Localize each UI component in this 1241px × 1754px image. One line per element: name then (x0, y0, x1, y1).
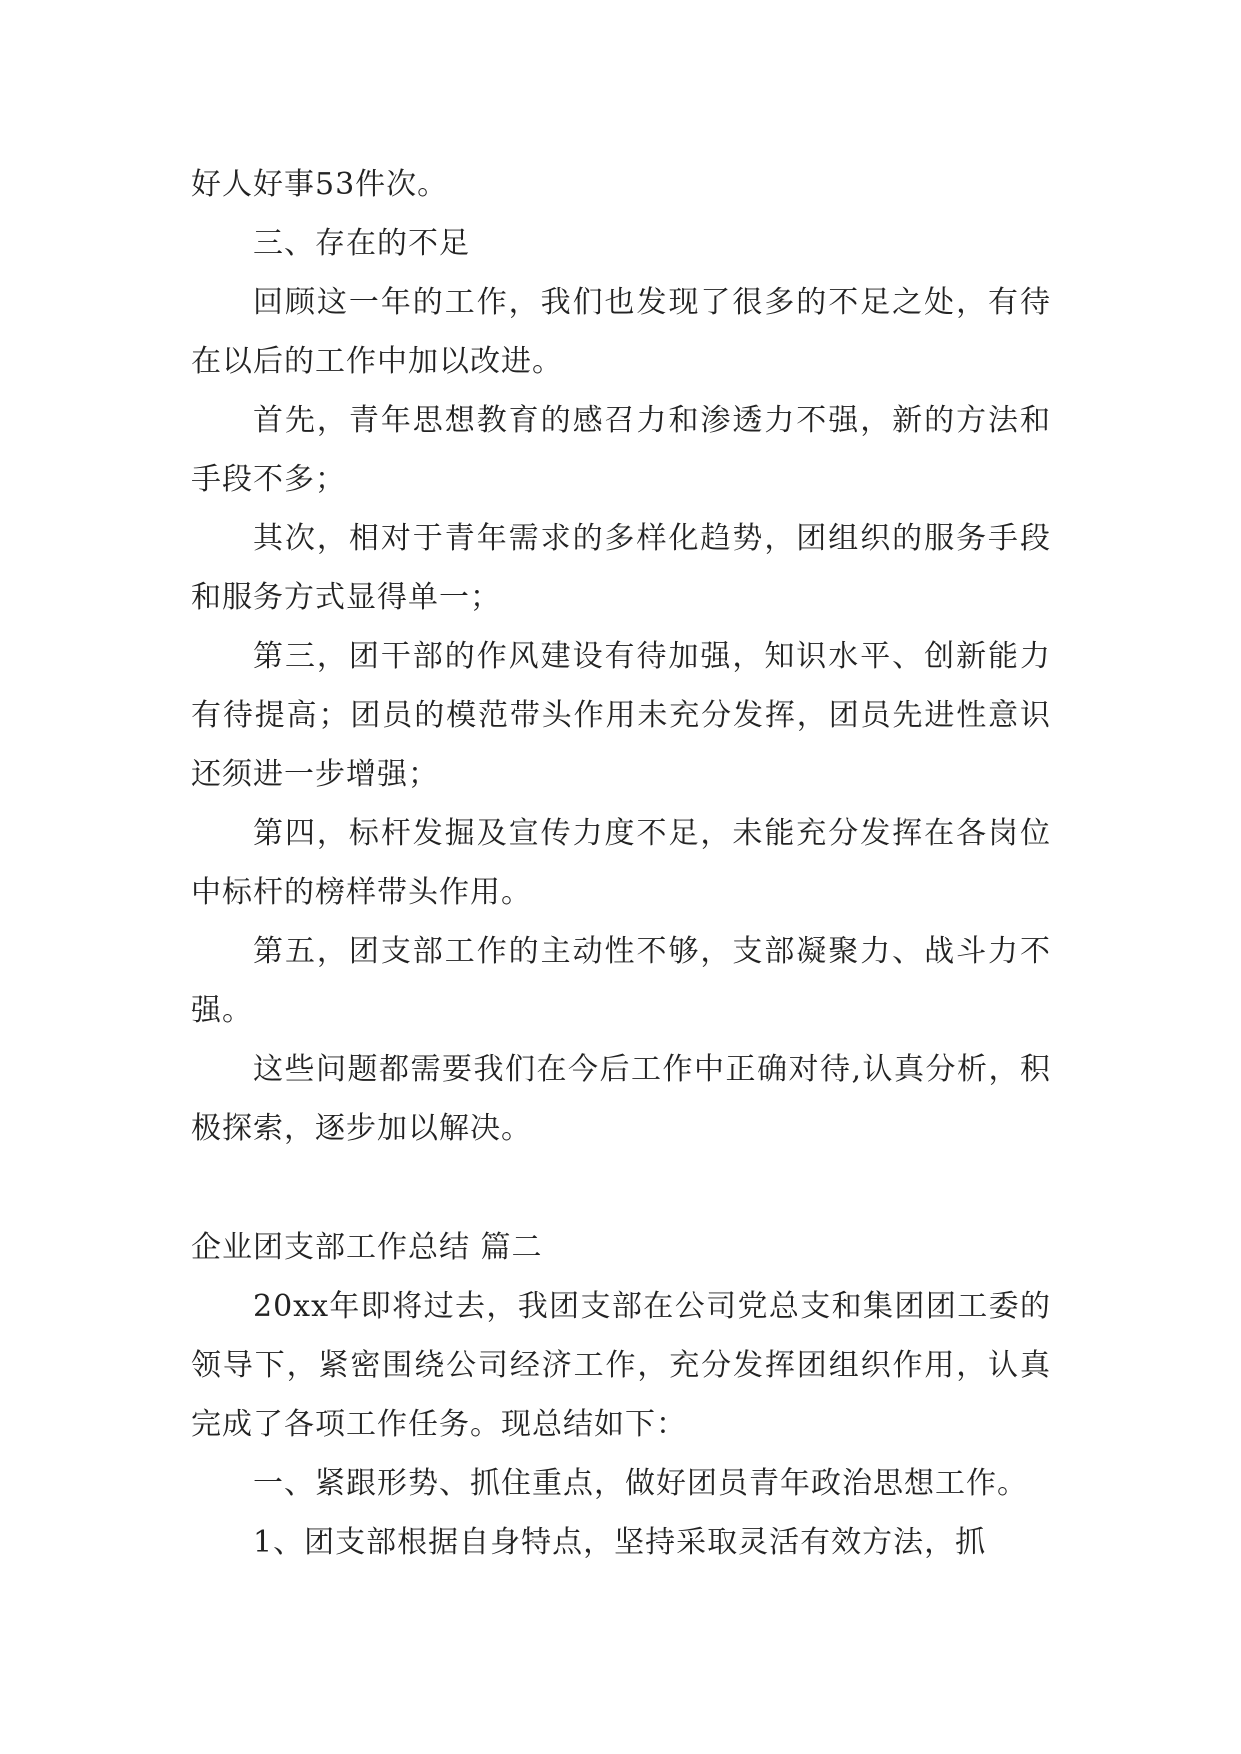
paragraph: 1、团支部根据自身特点，坚持采取灵活有效方法，抓 (253, 1525, 987, 1560)
section-spacer (191, 1158, 1051, 1218)
paragraph: 第三，团干部的作风建设有待加强，知识水平、创新能力有待提高；团员的模范带头作用未充分发挥，团员先进性意识还须进一步增强； (191, 639, 1051, 792)
section-title: 企业团支部工作总结 篇二 (191, 1230, 543, 1265)
paragraph: 20xx年即将过去，我团支部在公司党总支和集团团工委的领导下，紧密围绕公司经济工作，充分发挥团组织作用，认真完成了各项工作任务。现总结如下： (191, 1289, 1051, 1442)
paragraph: 其次，相对于青年需求的多样化趋势，团组织的服务手段和服务方式显得单一； (191, 521, 1051, 615)
section-heading: 三、存在的不足 (253, 226, 470, 261)
paragraph: 一、紧跟形势、抓住重点，做好团员青年政治思想工作。 (253, 1466, 1028, 1501)
paragraph: 回顾这一年的工作，我们也发现了很多的不足之处，有待在以后的工作中加以改进。 (191, 285, 1051, 379)
paragraph: 第四，标杆发掘及宣传力度不足，未能充分发挥在各岗位中标杆的榜样带头作用。 (191, 816, 1051, 910)
paragraph: 这些问题都需要我们在今后工作中正确对待,认真分析，积极探索，逐步加以解决。 (191, 1052, 1051, 1146)
paragraph: 第五，团支部工作的主动性不够，支部凝聚力、战斗力不强。 (191, 934, 1051, 1028)
document-body (191, 155, 1051, 1572)
paragraph: 好人好事53件次。 (191, 167, 449, 202)
paragraph: 首先，青年思想教育的感召力和渗透力不强，新的方法和手段不多； (191, 403, 1051, 497)
